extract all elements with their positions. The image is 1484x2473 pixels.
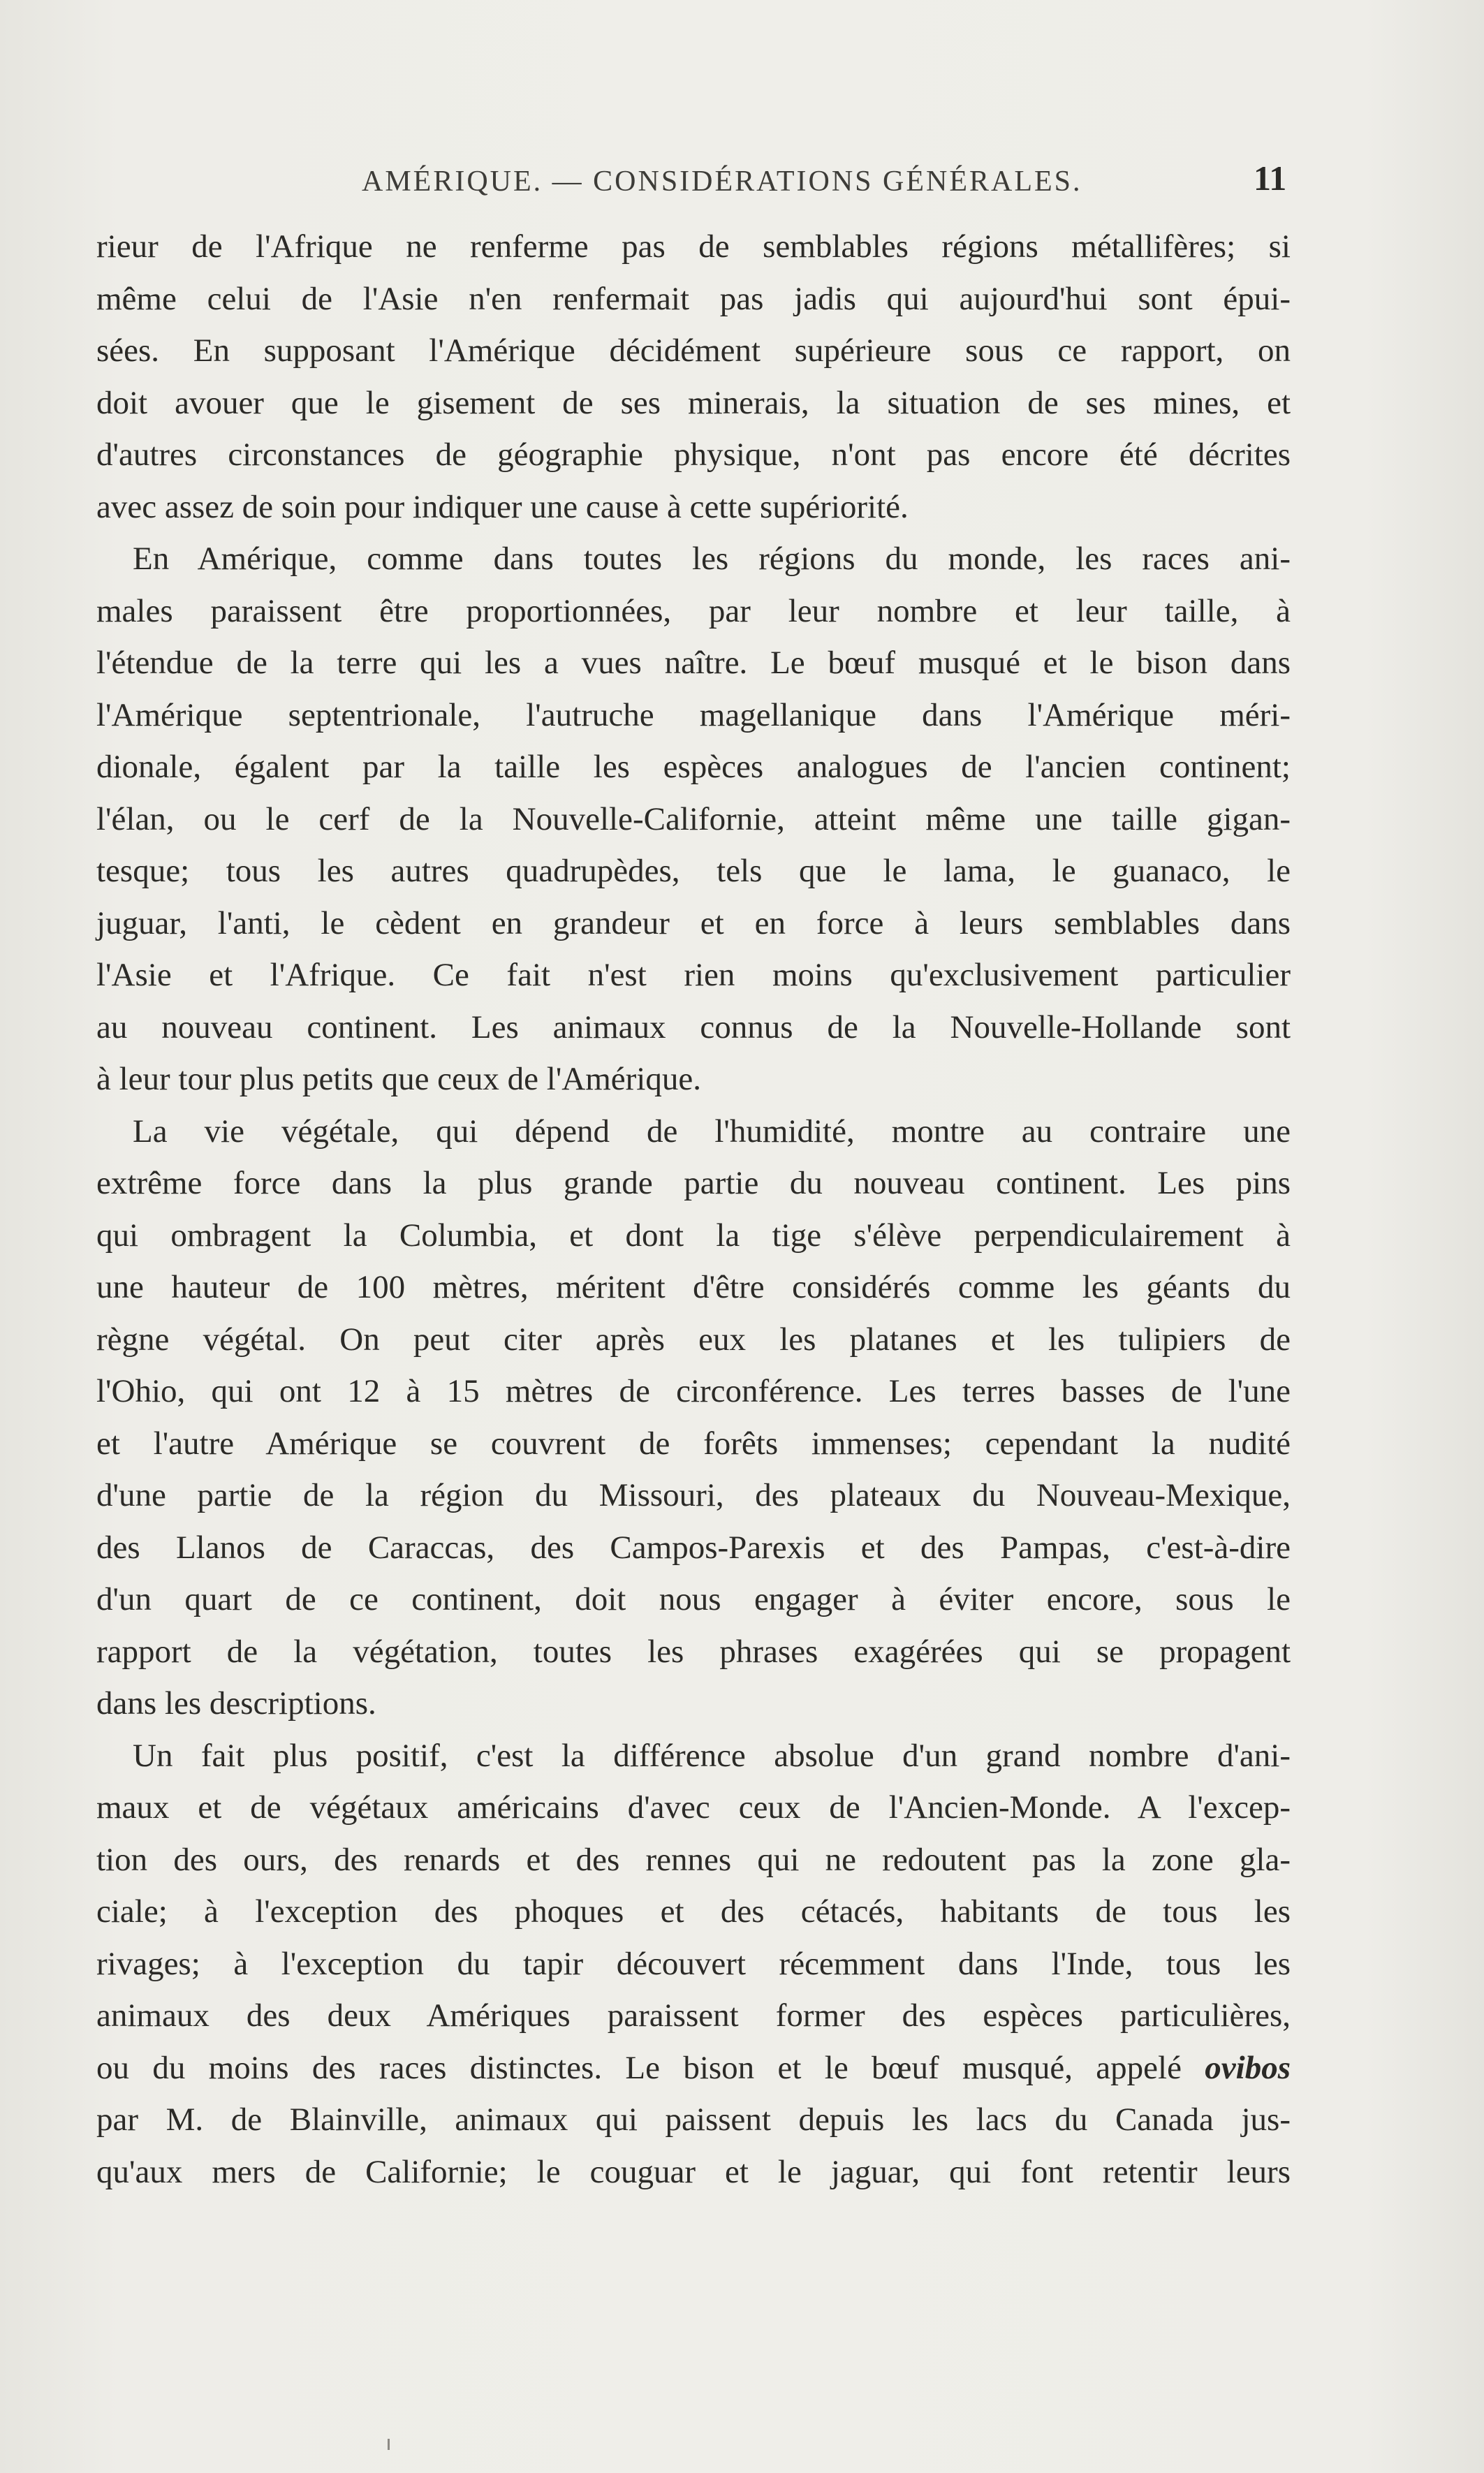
text-line: par M. de Blainville, animaux qui paissent depuis les lacs du Canada jus- xyxy=(96,2101,1291,2138)
text-line: En Amérique, comme dans toutes les régions du monde, les races ani- xyxy=(133,541,1291,577)
text-line: avec assez de soin pour indiquer une cause à cette supériorité. xyxy=(96,488,909,525)
text-line: une hauteur de 100 mètres, méritent d'être considérés comme les géants du xyxy=(96,1269,1291,1305)
text-line: ciale; à l'exception des phoques et des cétacés, habitants de tous les xyxy=(96,1893,1291,1930)
text-line: même celui de l'Asie n'en renfermait pas jadis qui aujourd'hui sont épui- xyxy=(96,280,1291,317)
text-line: d'autres circonstances de géographie physique, n'ont pas encore été décrites xyxy=(96,436,1291,473)
text-line: au nouveau continent. Les animaux connus de la Nouvelle-Hollande sont xyxy=(96,1008,1291,1045)
text-line: juguar, l'anti, le cèdent en grandeur et en force à leurs semblables dans xyxy=(96,904,1291,941)
text-line: rivages; à l'exception du tapir découvert récemment dans l'Inde, tous les xyxy=(96,1945,1291,1982)
text-line: qui ombragent la Columbia, et dont la tige s'élève perpendiculairement à xyxy=(96,1217,1291,1254)
text-line: sées. En supposant l'Amérique décidément supérieure sous ce rapport, on xyxy=(96,332,1291,369)
text-line: des Llanos de Caraccas, des Campos-Parexis et des Pampas, c'est-à-dire xyxy=(96,1529,1291,1566)
page-number: 11 xyxy=(1254,159,1287,198)
text-line: tion des ours, des renards et des rennes qui ne redoutent pas la zone gla- xyxy=(96,1841,1291,1878)
text-line: l'élan, ou le cerf de la Nouvelle-Californie, atteint même une taille gigan- xyxy=(96,800,1291,837)
text-line: extrême force dans la plus grande partie du nouveau continent. Les pins xyxy=(96,1165,1291,1201)
body-text xyxy=(96,221,1291,2198)
text-line: règne végétal. On peut citer après eux les platanes et les tulipiers de xyxy=(96,1321,1291,1358)
text-line: l'étendue de la terre qui les a vues naître. Le bœuf musqué et le bison dans xyxy=(96,645,1291,681)
text-line: d'un quart de ce continent, doit nous engager à éviter encore, sous le xyxy=(96,1581,1291,1617)
text-line: rieur de l'Afrique ne renferme pas de semblables régions métallifères; si xyxy=(96,228,1291,265)
text-line: dans les descriptions. xyxy=(96,1685,376,1722)
text-line: rapport de la végétation, toutes les phrases exagérées qui se propagent xyxy=(96,1633,1291,1670)
text-line: Un fait plus positif, c'est la différence absolue d'un grand nombre d'ani- xyxy=(133,1737,1291,1774)
text-line: qu'aux mers de Californie; le couguar et le jaguar, qui font retentir leurs xyxy=(96,2153,1291,2190)
text-line: tesque; tous les autres quadrupèdes, tels que le lama, le guanaco, le xyxy=(96,853,1291,889)
paper-speck xyxy=(388,2439,390,2450)
text-line: d'une partie de la région du Missouri, des plateaux du Nouveau-Mexique, xyxy=(96,1477,1291,1513)
italic-term: ovibos xyxy=(1205,2049,1291,2086)
text-line: doit avouer que le gisement de ses minerais, la situation de ses mines, et xyxy=(96,384,1291,421)
text-line xyxy=(96,2042,1291,2094)
text-line: à leur tour plus petits que ceux de l'Amérique. xyxy=(96,1061,701,1097)
text-line: males paraissent être proportionnées, par leur nombre et leur taille, à xyxy=(96,592,1291,629)
text-line-segment: ou du moins des races distinctes. Le bison et le bœuf musqué, appelé xyxy=(96,2049,1182,2086)
text-line: dionale, égalent par la taille les espèces analogues de l'ancien continent; xyxy=(96,749,1291,785)
text-line: l'Amérique septentrionale, l'autruche magellanique dans l'Amérique méri- xyxy=(96,696,1291,733)
text-line: maux et de végétaux américains d'avec ceux de l'Ancien-Monde. A l'excep- xyxy=(96,1789,1291,1826)
text-line: et l'autre Amérique se couvrent de forêts immenses; cependant la nudité xyxy=(96,1425,1291,1462)
running-header: AMÉRIQUE. — CONSIDÉRATIONS GÉNÉRALES. xyxy=(362,166,1082,198)
text-line: l'Asie et l'Afrique. Ce fait n'est rien moins qu'exclusivement particulier xyxy=(96,957,1291,993)
text-line: animaux des deux Amériques paraissent former des espèces particulières, xyxy=(96,1997,1291,2034)
text-line: La vie végétale, qui dépend de l'humidité, montre au contraire une xyxy=(133,1113,1291,1150)
text-line: l'Ohio, qui ont 12 à 15 mètres de circonférence. Les terres basses de l'une xyxy=(96,1373,1291,1409)
